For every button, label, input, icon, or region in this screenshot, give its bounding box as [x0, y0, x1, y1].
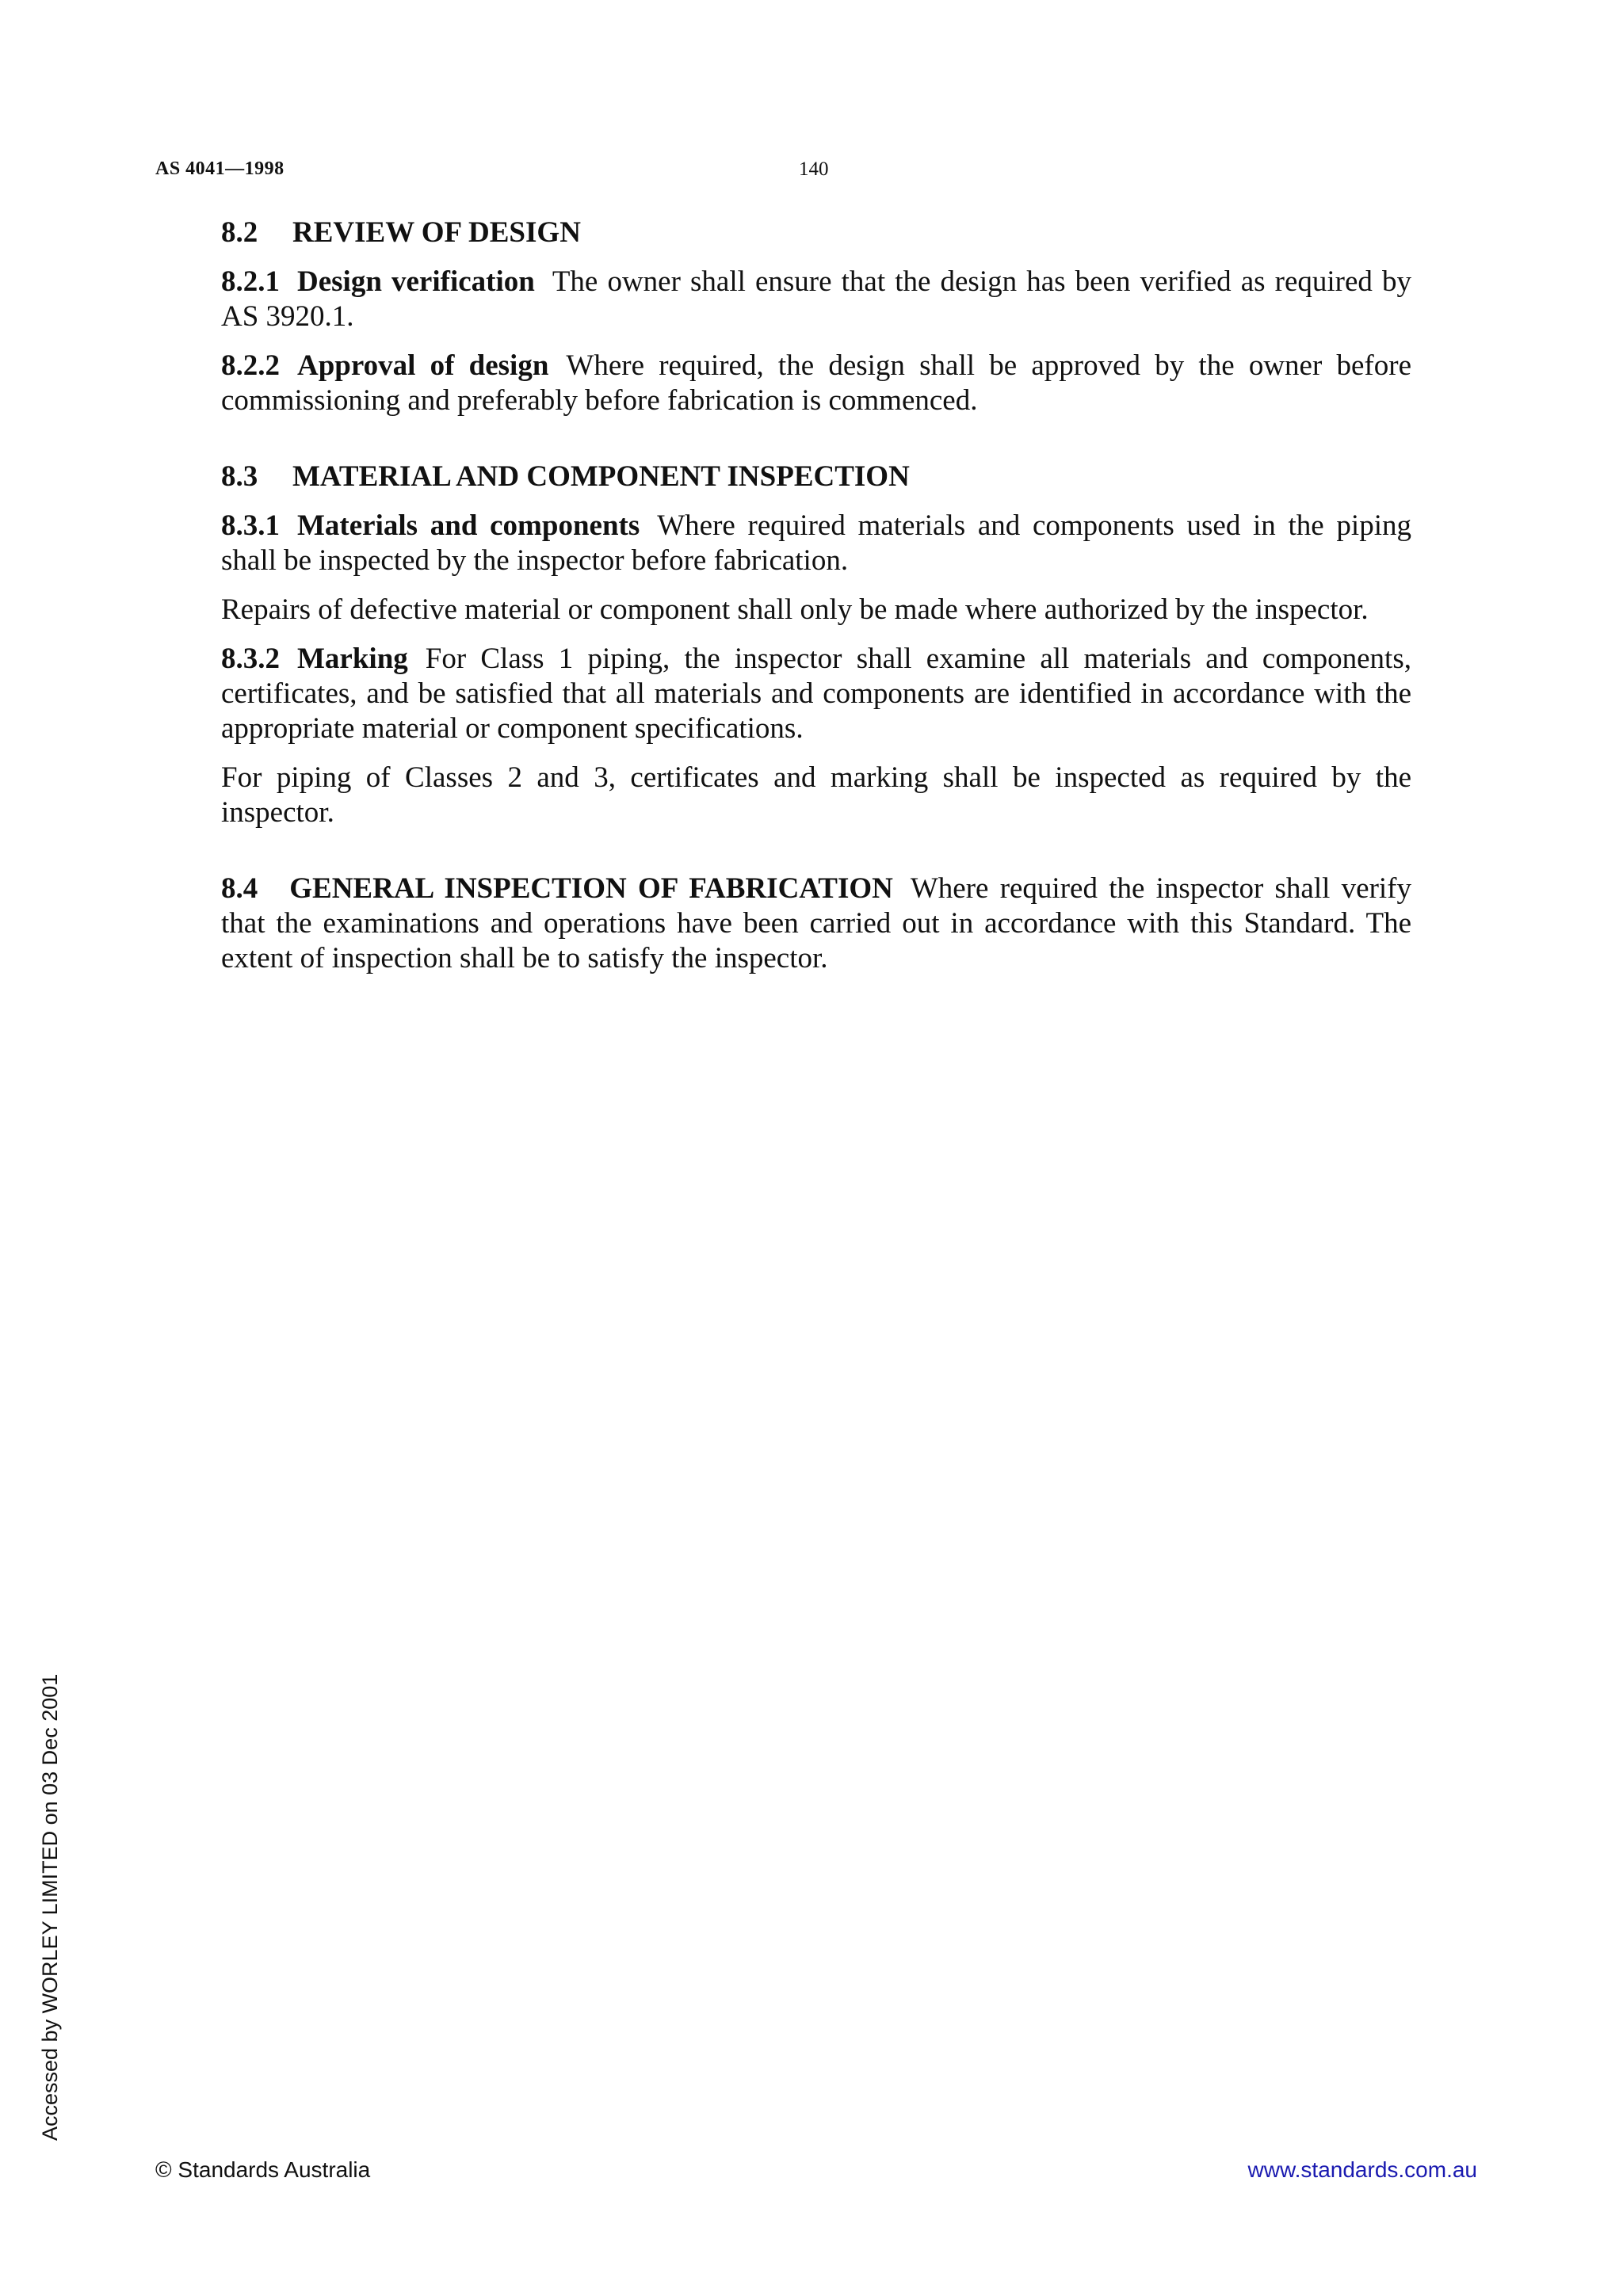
- section-number: 8.3: [221, 460, 258, 493]
- document-body: [221, 215, 1411, 976]
- section-text: Where required the inspector shall verify that the examinations and operations have been carried out in accordance with this Standard. The extent of inspection shall be to satisfy the inspector.: [221, 872, 1411, 974]
- section-heading-8-2: [221, 215, 1411, 250]
- clause-term: Materials and components: [297, 509, 640, 542]
- clause-number: 8.3.1: [221, 509, 280, 542]
- section-title: REVIEW OF DESIGN: [292, 216, 581, 249]
- section-title: MATERIAL AND COMPONENT INSPECTION: [292, 460, 910, 493]
- copyright-notice: © Standards Australia: [155, 2157, 371, 2182]
- section-title: GENERAL INSPECTION OF FABRICATION: [289, 872, 893, 905]
- section-number: 8.4: [221, 872, 258, 905]
- clause-term: Design verification: [297, 265, 535, 298]
- clause-term: Approval of design: [297, 349, 549, 382]
- clause-8-3-1-paragraph-2: Repairs of defective material or component shall only be made where authorized by the inspector.: [221, 593, 1369, 626]
- clause-text: For Class 1 piping, the inspector shall examine all materials and components, certificates, and be satisfied that all materials and components are identified in accordance with the appropriate material or component specifications.: [221, 643, 1411, 745]
- page-number: 140: [799, 158, 829, 180]
- section-number: 8.2: [221, 216, 258, 249]
- clause-term: Marking: [297, 643, 408, 675]
- clause-8-3-1: [221, 509, 1411, 578]
- website-link[interactable]: www.standards.com.au: [1247, 2157, 1477, 2182]
- clause-text: The owner shall ensure that the design has been verified as required by AS 3920.1.: [221, 265, 1411, 333]
- access-watermark: Accessed by WORLEY LIMITED on 03 Dec 2001: [38, 1673, 62, 2141]
- clause-number: 8.3.2: [221, 643, 280, 675]
- section-heading-8-3: [221, 460, 1411, 494]
- clause-8-3-2-paragraph-2: For piping of Classes 2 and 3, certificates and marking shall be inspected as required by the inspector.: [221, 761, 1411, 829]
- clause-number: 8.2.1: [221, 265, 280, 298]
- clause-8-2-2: [221, 349, 1411, 418]
- document-id: AS 4041—1998: [155, 158, 285, 179]
- section-8-4: [221, 871, 1411, 976]
- clause-8-3-2: [221, 642, 1411, 746]
- clause-text: Where required materials and components used in the piping shall be inspected by the inspector before fabrication.: [221, 509, 1411, 577]
- clause-8-2-1: [221, 265, 1411, 334]
- clause-text: Where required, the design shall be approved by the owner before commissioning and preferably before fabrication is commenced.: [221, 349, 1411, 417]
- clause-number: 8.2.2: [221, 349, 280, 382]
